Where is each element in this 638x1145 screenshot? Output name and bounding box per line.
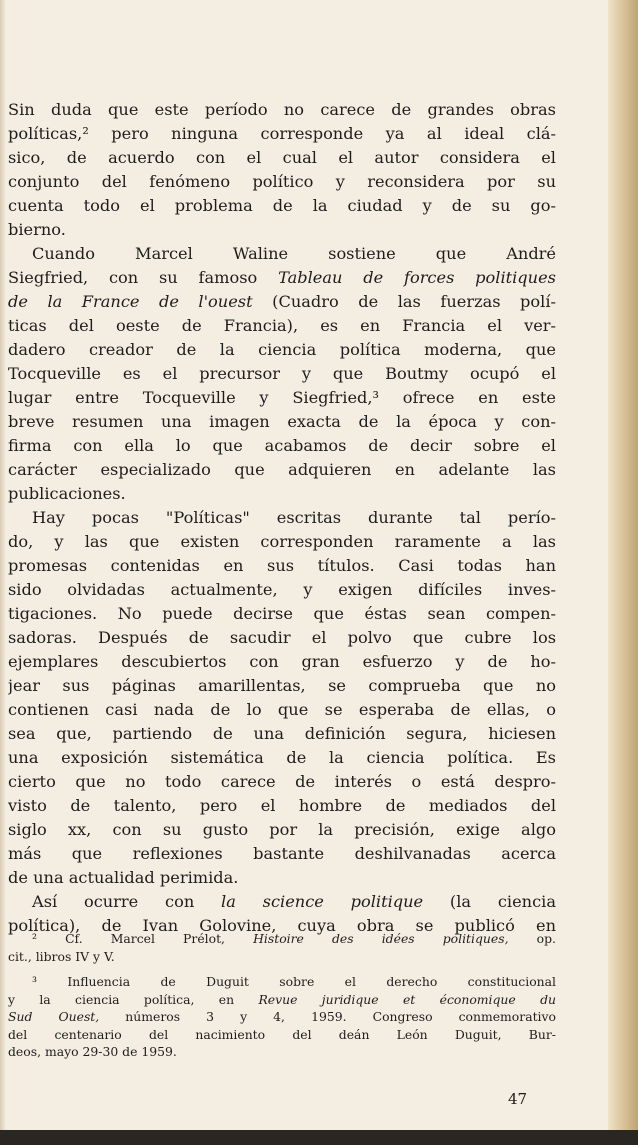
text-line: cuenta todo el problema de la ciudad y de su go- — [8, 196, 556, 215]
text-line: sea que, partiendo de una definición segura, hiciesen — [8, 724, 556, 743]
text-line: más que reflexiones bastante deshilvanadas acerca — [8, 844, 556, 863]
scan-bottom-edge — [0, 1130, 638, 1145]
text-line: carácter especializado que adquieren en adelante las — [8, 460, 556, 479]
text-line: Así ocurre con la science politique (la ciencia — [32, 892, 556, 911]
text-line: promesas contenidas en sus títulos. Casi todas han — [8, 556, 556, 575]
text-line: contienen casi nada de lo que se esperaba de ellas, o — [8, 700, 556, 719]
text-line: tigaciones. No puede decirse que éstas sean compen- — [8, 604, 556, 623]
body-text — [8, 98, 556, 938]
text-line: política), de Ivan Golovine, cuya obra se publicó en — [8, 916, 556, 935]
page-gutter-shadow — [0, 0, 6, 1145]
footnote-2-cont: cit., libros IV y V. — [8, 948, 115, 964]
text-line: breve resumen una imagen exacta de la época y con- — [8, 412, 556, 431]
book-title: Tableau de forces politiques — [278, 268, 556, 287]
book-title: la science politique — [221, 892, 424, 911]
text-line: visto de talento, pero el hombre de mediados del — [8, 796, 556, 815]
text-line: sadoras. Después de sacudir el polvo que cubre los — [8, 628, 556, 647]
text-line: Tocqueville es el precursor y que Boutmy ocupó el — [8, 364, 556, 383]
book-title: de la France de l'ouest — [8, 292, 253, 311]
text-line: publicaciones. — [8, 484, 126, 503]
text-line: una exposición sistemática de la ciencia política. Es — [8, 748, 556, 767]
page-number: 47 — [508, 1090, 528, 1108]
page-edge-shadow — [608, 0, 638, 1145]
text-line: dadero creador de la ciencia política moderna, que — [8, 340, 556, 359]
text-line: conjunto del fenómeno político y reconsidera por su — [8, 172, 556, 191]
footnote-3-cont: y la ciencia política, en Revue juridique et économique du — [8, 991, 556, 1007]
text-line: ejemplares descubiertos con gran esfuerzo y de ho- — [8, 652, 556, 671]
footnote-2: ² Cf. Marcel Prélot, Histoire des idées politiques, op. — [32, 931, 556, 946]
footnote-3-cont: del centenario del nacimiento del deán León Duguit, Bur- — [8, 1026, 556, 1042]
text-line: firma con ella lo que acabamos de decir sobre el — [8, 436, 556, 455]
footnote-3-cont: deos, mayo 29-30 de 1959. — [8, 1044, 177, 1059]
footnote-3: ³ Influencia de Duguit sobre el derecho constitucional — [32, 974, 556, 989]
text-line: Sin duda que este período no carece de grandes obras — [8, 100, 556, 119]
text-line: bierno. — [8, 220, 66, 239]
text-line: políticas,² pero ninguna corresponde ya al ideal clá- — [8, 124, 556, 143]
text-line: do, y las que existen corresponden raramente a las — [8, 532, 556, 551]
text-line: jear sus páginas amarillentas, se comprueba que no — [8, 676, 556, 695]
text-line: Siegfried, con su famoso Tableau de forces politiques — [8, 268, 556, 287]
text-line: de una actualidad perimida. — [8, 868, 239, 887]
text-line: siglo xx, con su gusto por la precisión, exige algo — [8, 820, 556, 839]
footnote-3-cont: Sud Ouest, números 3 y 4, 1959. Congreso conmemorativo — [8, 1009, 556, 1024]
footnotes — [8, 930, 556, 1061]
text-line: lugar entre Tocqueville y Siegfried,³ ofrece en este — [8, 388, 556, 407]
text-line: sido olvidadas actualmente, y exigen difíciles inves- — [8, 580, 556, 599]
text-line: Cuando Marcel Waline sostiene que André — [32, 244, 556, 263]
text-line: cierto que no todo carece de interés o está despro- — [8, 772, 556, 791]
text-line: ticas del oeste de Francia), es en Francia el ver- — [8, 316, 556, 335]
text-line: sico, de acuerdo con el cual el autor considera el — [8, 148, 556, 167]
text-line: de la France de l'ouest (Cuadro de las fuerzas polí- — [8, 292, 556, 311]
text-line: Hay pocas "Políticas" escritas durante tal perío- — [32, 508, 556, 527]
